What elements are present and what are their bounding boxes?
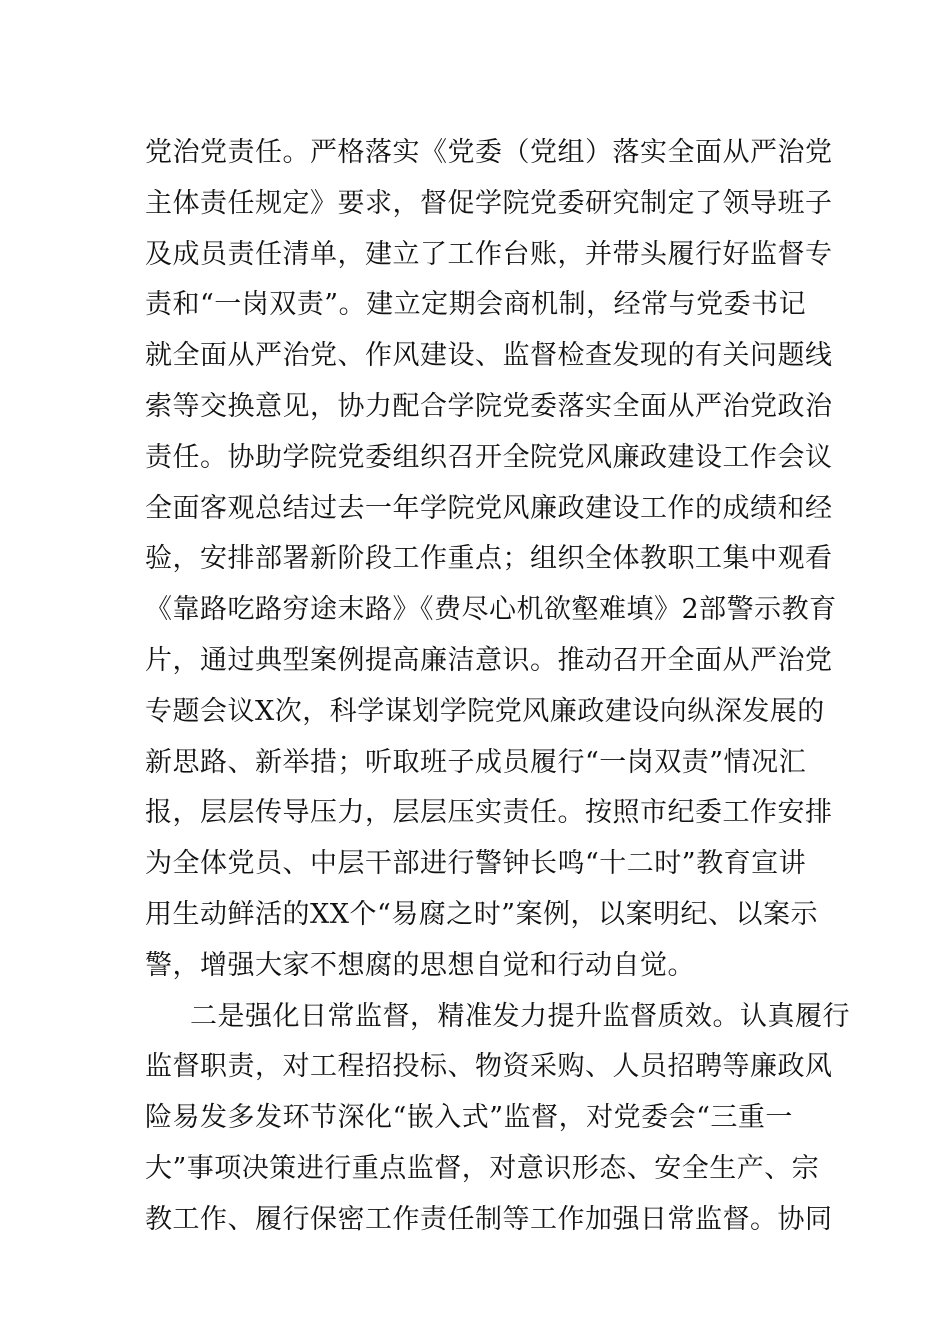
text-line: 为全体党员、中层干部进行警钟长鸣“十二时”教育宣讲 [145,848,807,880]
text-line: 专题会议X次，科学谋划学院党风廉政建设向纵深发展的 [145,695,825,727]
text-line: 教工作、履行保密工作责任制等工作加强日常监督。协同 [145,1203,833,1235]
body-text [145,128,850,1246]
text-line: 新思路、新举措；听取班子成员履行“一岗双责”情况汇 [145,746,807,778]
text-line: 就全面从严治党、作风建设、监督检查发现的有关问题线 [145,340,833,372]
text-line: 全面客观总结过去一年学院党风廉政建设工作的成绩和经 [145,492,833,524]
text-line: 大”事项决策进行重点监督，对意识形态、安全生产、宗 [145,1152,820,1184]
text-line: 责任。协助学院党委组织召开全院党风廉政建设工作会议 [145,441,833,473]
text-line: 警，增强大家不想腐的思想自觉和行动自觉。 [145,949,695,981]
text-line: 监督职责，对工程招投标、物资采购、人员招聘等廉政风 [145,1051,833,1083]
text-line: 险易发多发环节深化“嵌入式”监督，对党委会“三重一 [145,1102,793,1134]
text-line: 《靠路吃路穷途末路》《费尽心机欲壑难填》2部警示教育 [145,594,837,626]
text-line: 用生动鲜活的XX个“易腐之时”案例，以案明纪、以案示 [145,898,819,930]
text-line: 验，安排部署新阶段工作重点；组织全体教职工集中观看 [145,543,833,575]
text-line: 片，通过典型案例提高廉洁意识。推动召开全面从严治党 [145,644,833,676]
text-line: 索等交换意见，协力配合学院党委落实全面从严治党政治 [145,390,833,422]
text-line: 责和“一岗双责”。建立定期会商机制，经常与党委书记 [145,289,807,321]
text-line: 及成员责任清单，建立了工作台账，并带头履行好监督专 [145,238,833,270]
text-line: 党治党责任。严格落实《党委（党组）落实全面从严治党 [145,137,833,168]
text-line: 主体责任规定》要求，督促学院党委研究制定了领导班子 [145,187,833,219]
paragraph-start-line: 二是强化日常监督，精准发力提升监督质效。认真履行 [190,1000,850,1032]
text-line: 报，层层传导压力，层层压实责任。按照市纪委工作安排 [145,797,833,829]
